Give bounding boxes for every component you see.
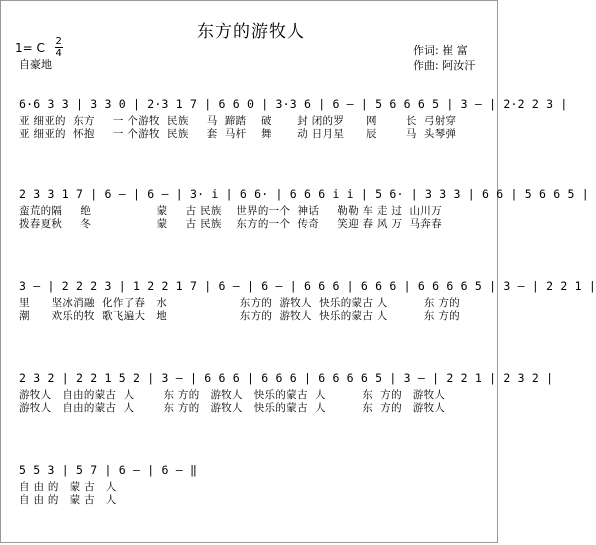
lyric-verse-1: 亚 细亚的 东方 一 个游牧 民族 马 蹄踏 破 封 闭的罗 网 长 弓射穿 bbox=[19, 115, 457, 127]
score-system-1 bbox=[19, 93, 568, 141]
composer-credit: 作曲: 阿汝汗 bbox=[413, 59, 476, 72]
lyric-verse-2: 自 由 的 蒙 古 人 bbox=[19, 494, 117, 506]
notation-line: 2 3 2 | 2 2 1 5 2 | 3 – | 6 6 6 | 6 6 6 | 6 6 6 6 5 | 3 – | 2 2 1 | 2 3 2 | bbox=[19, 371, 554, 385]
score-system-5 bbox=[19, 459, 489, 507]
score-system-2 bbox=[19, 183, 589, 231]
lyric-verse-1: 里 坚冰消融 化作了春 水 东方的 游牧人 快乐的蒙古 人 东 方的 bbox=[19, 297, 460, 309]
lyricist-credit: 作词: 崔 富 bbox=[413, 44, 468, 57]
lyric-verse-2: 亚 细亚的 怀抱 一 个游牧 民族 套 马杆 舞 动 日月星 辰 马 头琴弹 bbox=[19, 128, 457, 140]
score-system-4 bbox=[19, 367, 554, 415]
tempo-mood: 自豪地 bbox=[19, 58, 52, 71]
notation-line: 5 5 3 | 5 7 | 6 – | 6 – ‖ bbox=[19, 463, 198, 477]
lyric-verse-1: 游牧人 自由的蒙古 人 东 方的 游牧人 快乐的蒙古 人 东 方的 游牧人 bbox=[19, 389, 446, 401]
key-signature bbox=[15, 37, 63, 58]
key-label: 1= C bbox=[15, 40, 45, 55]
notation-line: 2 3 3 1 7 | 6 – | 6 – | 3· i | 6 6· | 6 6 6 i i | 5 6· | 3 3 3 | 6 6 | 5 6 6 5 | bbox=[19, 187, 589, 201]
time-signature bbox=[55, 37, 63, 58]
lyric-verse-1: 自 由 的 蒙 古 人 bbox=[19, 481, 117, 493]
lyric-verse-2: 拨春夏秋 冬 蒙 古 民族 东方的一个 传奇 笑迎 春 风 万 马奔春 bbox=[19, 218, 442, 230]
meter-top: 2 bbox=[55, 36, 62, 47]
lyric-verse-2: 潮 欢乐的牧 歌飞遍大 地 东方的 游牧人 快乐的蒙古 人 东 方的 bbox=[19, 310, 460, 322]
lyric-verse-1: 蛮荒的隔 绝 蒙 古 民族 世界的一个 神话 勒勒 车 走 过 山川万 bbox=[19, 205, 442, 217]
credits bbox=[413, 43, 475, 73]
lyric-verse-2: 游牧人 自由的蒙古 人 东 方的 游牧人 快乐的蒙古 人 东 方的 游牧人 bbox=[19, 402, 446, 414]
song-title: 东方的游牧人 bbox=[197, 22, 305, 42]
score-system-3 bbox=[19, 275, 596, 323]
notation-line: 3 – | 2 2 2 3 | 1 2 2 1 7 | 6 – | 6 – | 6 6 6 | 6 6 6 | 6 6 6 6 5 | 3 – | 2 2 1 | bbox=[19, 279, 596, 293]
notation-line: 6·6 3 3 | 3 3 0 | 2·3 1 7 | 6 6 0 | 3·3 6 | 6 – | 5 6 6 6 5 | 3 – | 2·2 2 3 | bbox=[19, 97, 568, 111]
meter-bottom: 4 bbox=[55, 48, 62, 59]
